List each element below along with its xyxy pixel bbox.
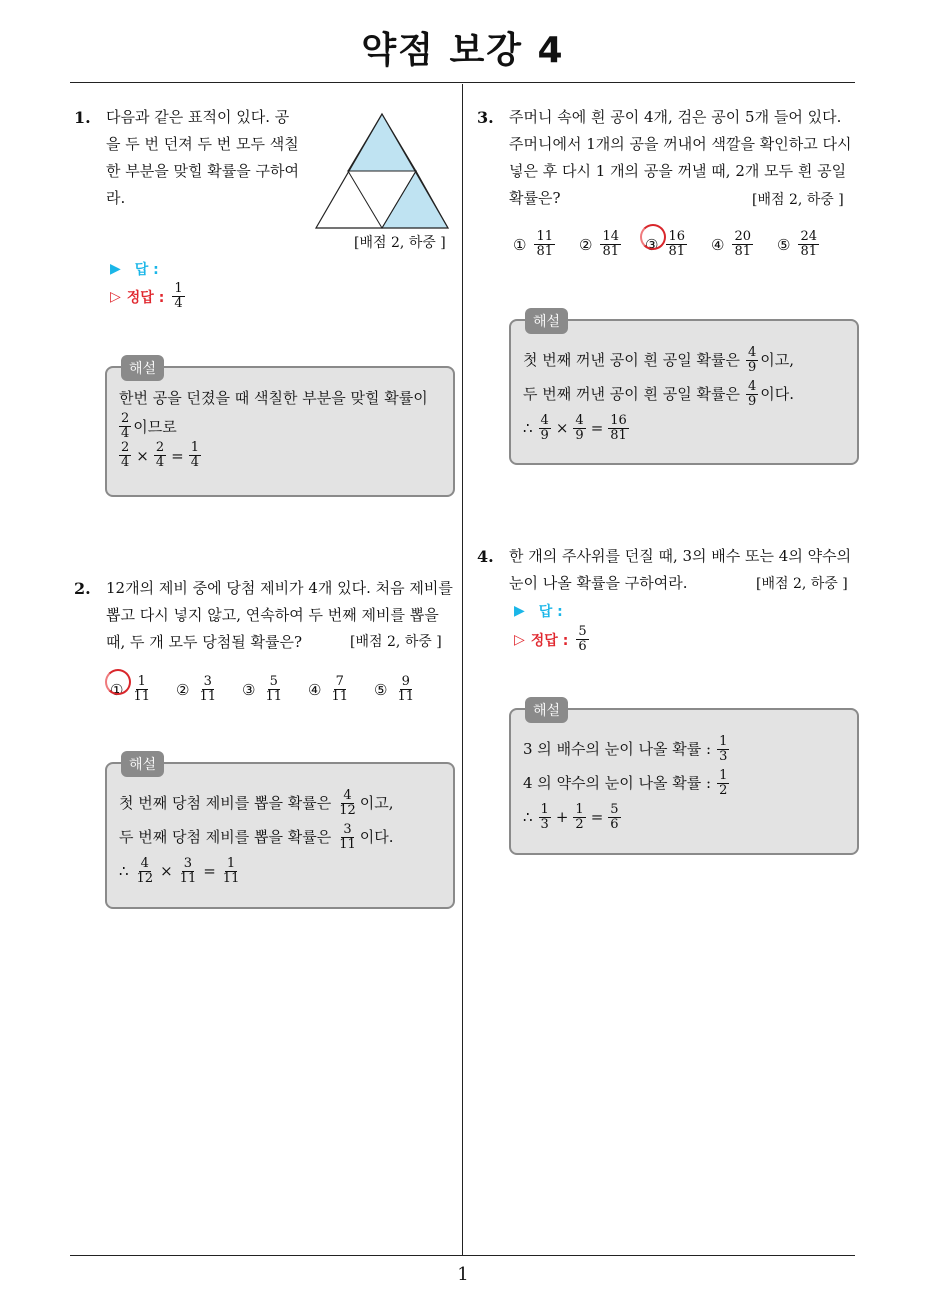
numerator: 1	[174, 281, 183, 296]
q3-choice-2[interactable]: ② $\frac{14}{81}$	[579, 229, 619, 259]
play-icon: ▶	[514, 603, 525, 619]
q4-correct-fraction	[576, 625, 588, 654]
q4-correct-row	[514, 625, 591, 654]
q3-text-line: 확률은?	[509, 189, 561, 207]
q2-choices	[110, 675, 440, 704]
q2-exp-equation: ∴ $\frac{4}{12}$ × $\frac{3}{11}$ = $\frac{1}{11}$	[119, 855, 240, 886]
answer-mark-circle	[105, 669, 131, 695]
q1-exp-line: 한번 공을 던졌을 때 색칠한 부분을 맞힐 확률이	[119, 389, 428, 407]
q3-choice-3[interactable]: ③ $\frac{16}{81}$	[645, 230, 689, 259]
q3-text-line: 주머니에서 1개의 공을 꺼내어 색깔을 확인하고 다시	[509, 135, 852, 153]
q2-meta: [배점 2, 하중 ]	[350, 634, 442, 650]
q2-choice-5[interactable]: ⑤ $\frac{9}{11}$	[374, 674, 414, 704]
q3-choice-5[interactable]: ⑤ $\frac{24}{81}$	[777, 229, 817, 259]
q3-exp-text: 두 번째 꺼낸 공이 흰 공일 확률은	[523, 385, 740, 403]
q2-explanation-tag: 해설	[121, 751, 164, 777]
q2-exp-text: 첫 번째 당첨 제비를 뽑을 확률은	[119, 794, 332, 812]
q4-exp-text: 3 의 배수의 눈이 나올 확률 :	[523, 740, 712, 758]
q2-choice-4[interactable]: ④ $\frac{7}{11}$	[308, 674, 348, 704]
q3-choice-4[interactable]: ④ $\frac{20}{81}$	[711, 229, 751, 259]
q3-choice-1[interactable]: ① $\frac{11}{81}$	[513, 229, 553, 259]
numerator: 5	[578, 624, 587, 639]
q1-text-line: 을 두 번 던져 두 번 모두 색칠	[106, 135, 299, 153]
play-icon: ▶	[110, 261, 121, 277]
q1-text-line: 다음과 같은 표적이 있다. 공	[106, 108, 290, 126]
page-title: 약점 보강 4	[361, 30, 565, 71]
q1-explanation-box	[105, 361, 455, 497]
q3-exp-text: 첫 번째 꺼낸 공이 흰 공일 확률은	[523, 351, 740, 369]
q4-answer-row	[514, 601, 563, 621]
q4-text-line: 눈이 나올 확률을 구하여라.	[509, 574, 688, 592]
q4-meta: [배점 2, 하중 ]	[756, 576, 848, 592]
denominator: 6	[578, 639, 587, 654]
denominator: 4	[174, 296, 183, 311]
q2-choice-3[interactable]: ③ $\frac{5}{11}$	[242, 674, 282, 704]
outline-play-icon: ▷	[514, 631, 525, 648]
target-triangle-figure	[314, 112, 450, 230]
q1-correct-fraction	[172, 282, 184, 311]
q4-exp-text: 4 의 약수의 눈이 나올 확률 :	[523, 774, 712, 792]
q3-text-line: 주머니 속에 흰 공이 4개, 검은 공이 5개 들어 있다.	[509, 108, 842, 126]
column-divider	[462, 84, 463, 1256]
q2-choice-1[interactable]: ① $\frac{1}{11}$	[110, 675, 154, 704]
q1-answer-label: 답 :	[134, 262, 159, 278]
q4-explanation-box: 해설 3 의 배수의 눈이 나올 확률 : $\frac{1}{3}$ 4 의 약수의 눈이 나올 확률 : $\frac{1}{2}$ ∴ $\frac{1}{3}$ + $\frac{1}{2}$ = $\frac{5}{6}$	[509, 708, 859, 855]
q1-text	[106, 104, 306, 212]
q1-number: 1.	[74, 108, 91, 127]
q4-text-line: 한 개의 주사위를 던질 때, 3의 배수 또는 4의 약수의	[509, 547, 852, 565]
q3-explanation-box: 해설 첫 번째 꺼낸 공이 흰 공일 확률은 $\frac{4}{9}$ 이고, 두 번째 꺼낸 공이 흰 공일 확률은 $\frac{4}{9}$ 이다. ∴ $\frac{4}{9}$ × $\frac{4}{9}$ = $\frac{16}{81}$	[509, 319, 859, 465]
top-rule	[70, 82, 855, 83]
q1-explanation-tag: 해설	[121, 355, 164, 381]
q4-explanation-tag: 해설	[525, 697, 568, 723]
q2-text-line: 뽑고 다시 넣지 않고, 연속하여 두 번째 제비를 뽑을	[106, 606, 439, 624]
q2-choice-2[interactable]: ② $\frac{3}{11}$	[176, 674, 216, 704]
q2-text-line: 12개의 제비 중에 당첨 제비가 4개 있다. 처음 제비를	[106, 579, 453, 597]
q1-answer-row	[110, 259, 159, 279]
q1-text-line: 한 부분을 맞힐 확률을 구하여	[106, 162, 299, 180]
q2-text-line: 때, 두 개 모두 당첨될 확률은?	[106, 633, 303, 651]
q4-exp-equation: ∴ $\frac{1}{3}$ + $\frac{1}{2}$ = $\frac{5}{6}$	[523, 801, 619, 832]
q2-number: 2.	[74, 579, 91, 598]
q1-text-line: 라.	[106, 189, 126, 207]
q1-correct-row	[110, 282, 187, 311]
q1-correct-label: 정답 :	[126, 289, 165, 306]
q4-number: 4.	[477, 547, 494, 566]
q4-correct-label: 정답 :	[530, 632, 569, 649]
outline-play-icon: ▷	[110, 288, 121, 305]
q1-meta: [배점 2, 하중 ]	[354, 235, 446, 251]
q3-choices	[513, 230, 843, 259]
shaded-top-triangle	[348, 114, 416, 171]
q1-exp-suffix: 이므로	[133, 417, 177, 436]
q1-exp-equation: $\frac{2}{4}$ × $\frac{2}{4}$ = $\frac{1}{4}$	[121, 440, 199, 470]
q3-exp-equation: ∴ $\frac{4}{9}$ × $\frac{4}{9}$ = $\frac{16}{81}$	[523, 412, 627, 443]
page-number: 1	[457, 1264, 469, 1285]
q3-number: 3.	[477, 108, 494, 127]
shaded-right-triangle	[382, 171, 448, 228]
q2-exp-text: 두 번째 당첨 제비를 뽑을 확률은	[119, 828, 332, 846]
bottom-rule	[70, 1255, 855, 1256]
answer-mark-circle	[640, 224, 666, 250]
q3-meta: [배점 2, 하중 ]	[752, 192, 844, 208]
q1-exp-fraction: $\frac{2}{4}$	[121, 411, 130, 441]
q3-explanation-tag: 해설	[525, 308, 568, 334]
q3-text-line: 넣은 후 다시 1 개의 공을 꺼낼 때, 2개 모두 흰 공일	[509, 162, 847, 180]
q2-explanation-box: 해설 첫 번째 당첨 제비를 뽑을 확률은 $\frac{4}{12}$ 이고, 두 번째 당첨 제비를 뽑을 확률은 $\frac{3}{11}$ 이다. ∴ $\frac{4}{12}$ × $\frac{3}{11}$ = $\frac{1}{11}$	[105, 762, 455, 909]
q4-answer-label: 답 :	[538, 604, 563, 620]
